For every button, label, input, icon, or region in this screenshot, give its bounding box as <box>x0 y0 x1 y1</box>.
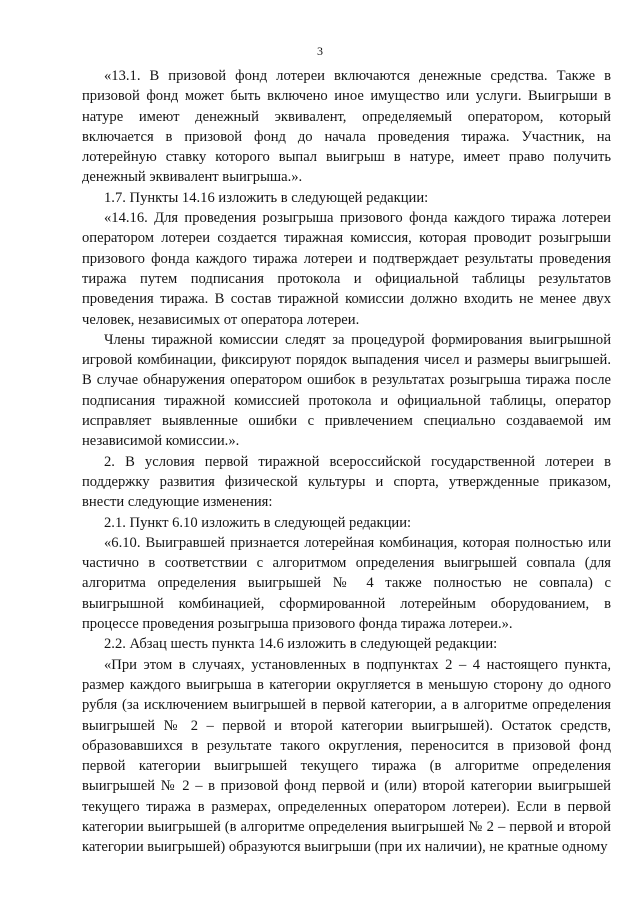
paragraph-13-1: «13.1. В призовой фонд лотереи включаются денежные средства. Также в призовой фонд может быть включено иное имущество или услуги. Выигрыши в натуре имеют денежный эквивалент, определяемый оператором, который включается в призовой фонд до начала проведения тиража. Участник, на лотерейную ставку которого выпал выигрыш в натуре, имеет право получить денежный эквивалент выигрыша.». <box>82 68 611 186</box>
paragraph-2: 2. В условия первой тиражной всероссийской государственной лотереи в поддержку развития физической культуры и спорта, утвержденные приказом, внести следующие изменения: <box>82 453 611 511</box>
paragraph-6-10: «6.10. Выигравшей признается лотерейная комбинация, которая полностью или частично в соответствии с алгоритмом определения выигрышей совпала (для алгоритма определения выигрышей № 4 также полностью не совпала) с выигрышной комбинацией, сформированной лотерейным оборудованием, в процессе проведения розыгрыша призового фонда тиража лотереи.». <box>82 534 611 633</box>
page-number: 3 <box>317 44 323 58</box>
paragraph-rounding: «При этом в случаях, установленных в подпунктах 2 – 4 настоящего пункта, размер каждого выигрыша в категории округляется в меньшую сторону до одного рубля (за исключением выигрышей в первой категории, а в алгоритме определения выигрышей № 2 – первой и второй категории выигрышей). Остаток средств, образовавшихся в результате такого округления, переносится в призовой фонд первой категории выигрышей текущего тиража (в алгоритме определения выигрышей № 2 – в призовой фонд первой и (или) второй категории выигрышей текущего тиража в размерах, определенных оператором лотереи). Если в первой категории выигрышей (в алгоритме определения выигрышей № 2 – первой и второй категории выигрышей) образуются выигрыши (при их наличии), не кратные одному <box>82 656 611 856</box>
paragraph-2-2: 2.2. Абзац шесть пункта 14.6 изложить в следующей редакции: <box>104 636 498 653</box>
paragraph-commission-members: Члены тиражной комиссии следят за процедурой формирования выигрышной игровой комбинации, фиксируют порядок выпадения чисел и размеры выигрышей. В случае обнаружения оператором ошибок в результатах розыгрыша тиража после подписания тиражной комиссией протокола и официальной таблицы, оператор исправляет выявленные ошибки с привлечением специально создаваемой им независимой комиссии.». <box>82 331 611 450</box>
paragraph-2-1: 2.1. Пункт 6.10 изложить в следующей редакции: <box>104 514 412 531</box>
document-body <box>82 66 611 858</box>
paragraph-1-7: 1.7. Пункты 14.16 изложить в следующей редакции: <box>104 189 429 206</box>
paragraph-14-16: «14.16. Для проведения розыгрыша призового фонда каждого тиража лотереи оператором лотереи создается тиражная комиссия, которая проводит розыгрыши призового фонда каждого тиража лотереи и подтверждает результаты проведения тиража путем подписания протокола и официальной таблицы результатов проведения тиража. В состав тиражной комиссии должно входить не менее двух человек, независимых от оператора лотереи. <box>82 210 611 328</box>
